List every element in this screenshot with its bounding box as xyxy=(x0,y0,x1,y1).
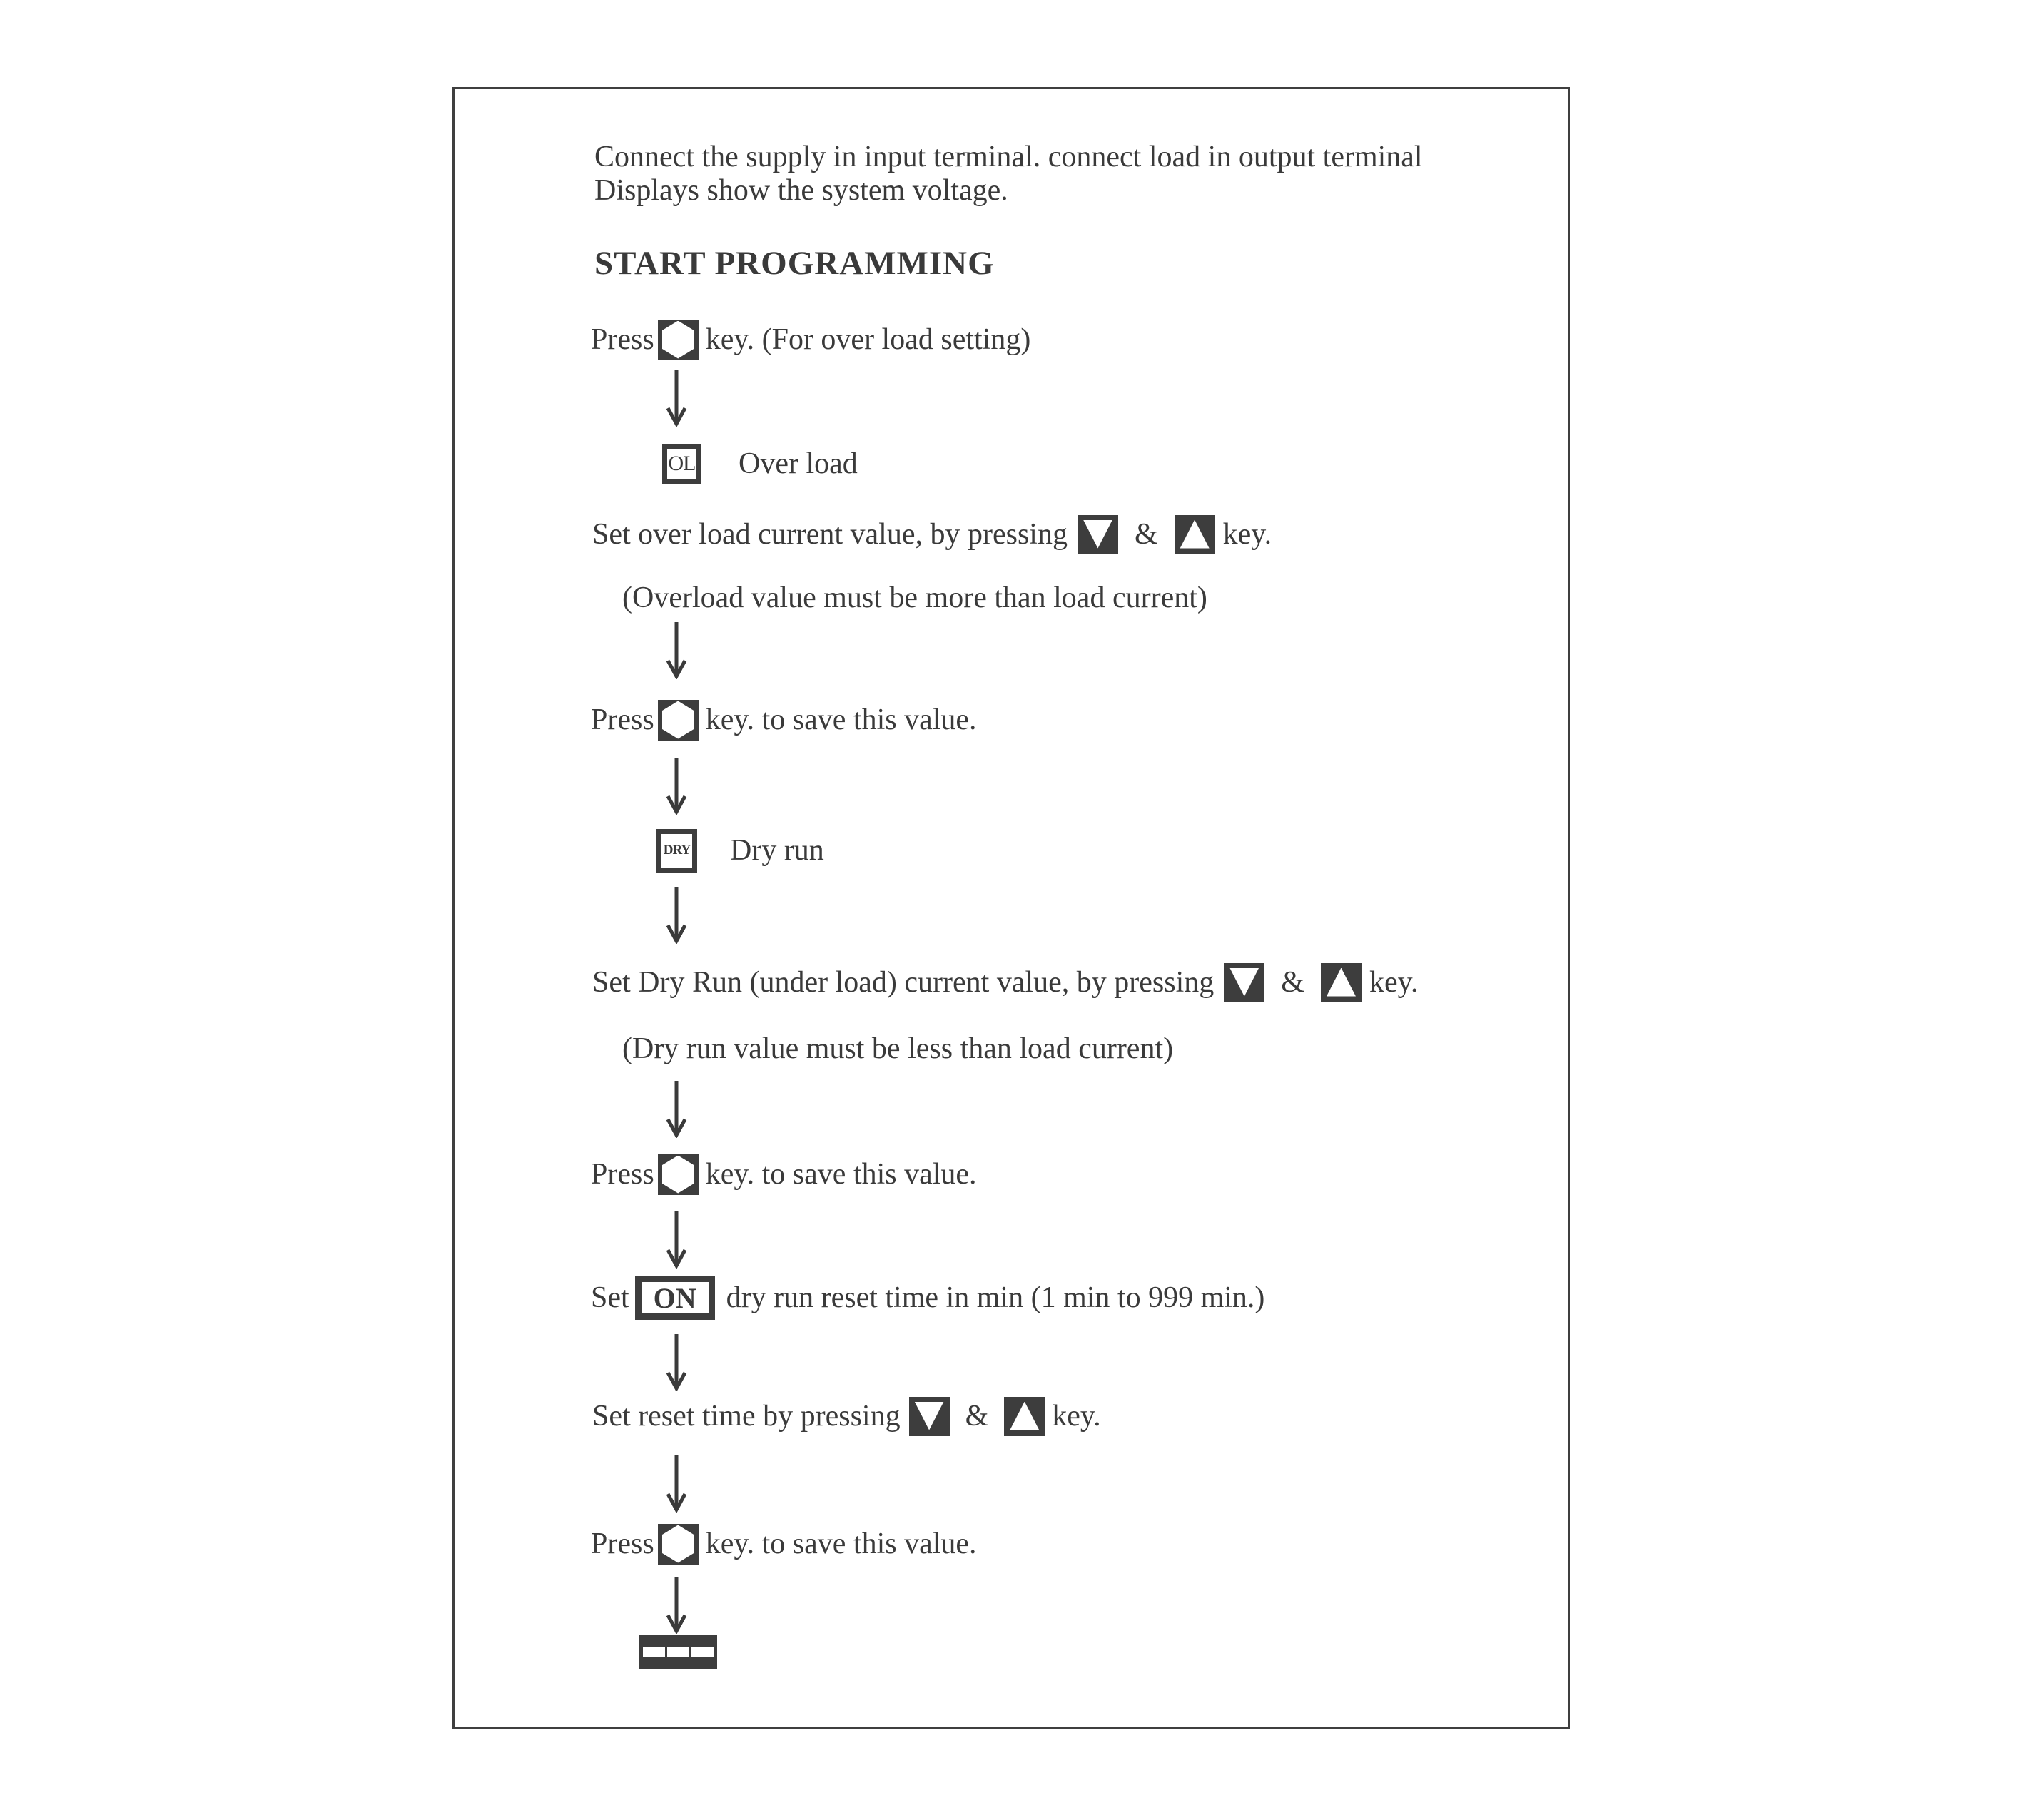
flow-arrow-icon xyxy=(666,1455,687,1513)
step-suffix: key. xyxy=(1369,966,1419,999)
step-prefix: Set over load current value, by pressing xyxy=(592,518,1068,551)
step-suffix: key. xyxy=(1052,1400,1101,1433)
flow-arrow-icon xyxy=(666,887,687,944)
press-set-key-overload-step xyxy=(591,311,1030,368)
up-arrow-key-icon xyxy=(1004,1397,1045,1436)
set-key-icon xyxy=(658,700,699,741)
step-prefix: Press xyxy=(591,323,654,356)
press-set-key-save-step xyxy=(591,691,977,748)
flow-arrow-icon xyxy=(666,758,687,815)
ampersand: & xyxy=(965,1400,989,1433)
step-suffix: key. (For over load setting) xyxy=(705,323,1031,356)
up-arrow-key-icon xyxy=(1175,515,1215,554)
step-prefix: Press xyxy=(591,1158,654,1191)
step-suffix: key. to save this value. xyxy=(705,1527,977,1560)
set-key-icon xyxy=(658,320,699,360)
ampersand: & xyxy=(1134,518,1158,551)
dryrun-indicator-row xyxy=(656,822,824,879)
flow-arrow-icon xyxy=(666,622,687,679)
step-suffix: dry run reset time in min (1 min to 999 min.) xyxy=(726,1281,1265,1314)
section-title: START PROGRAMMING xyxy=(594,245,995,282)
down-arrow-key-icon xyxy=(909,1397,950,1436)
set-key-icon xyxy=(658,1154,699,1195)
flow-arrow-icon xyxy=(666,1577,687,1634)
set-key-icon xyxy=(658,1524,699,1565)
overload-note: (Overload value must be more than load current) xyxy=(622,581,1207,614)
flow-arrow-icon xyxy=(666,1081,687,1138)
flow-arrow-icon xyxy=(666,1211,687,1269)
step-suffix: key. to save this value. xyxy=(705,1158,977,1191)
display-dashes-icon xyxy=(639,1635,717,1669)
dry-display-box: DRY xyxy=(656,829,697,873)
step-prefix: Set reset time by pressing xyxy=(592,1400,901,1433)
step-prefix: Press xyxy=(591,703,654,736)
intro-line-1: Connect the supply in input terminal. connect load in output terminal xyxy=(594,141,1423,173)
set-overload-value-step xyxy=(592,506,1272,563)
press-set-key-save-step xyxy=(591,1515,977,1572)
intro-line-2: Displays show the system voltage. xyxy=(594,174,1008,207)
on-display-box: ON xyxy=(635,1276,715,1320)
step-prefix: Press xyxy=(591,1527,654,1560)
set-reset-time-step xyxy=(592,1388,1101,1445)
down-arrow-key-icon xyxy=(1224,963,1264,1002)
indicator-label: Over load xyxy=(739,447,858,480)
indicator-label: Dry run xyxy=(730,834,824,867)
set-on-reset-time-step xyxy=(591,1269,1264,1326)
step-suffix: key. to save this value. xyxy=(705,703,977,736)
ol-display-box: OL xyxy=(662,444,701,484)
overload-indicator-row xyxy=(662,435,858,492)
dryrun-note: (Dry run value must be less than load current) xyxy=(622,1032,1174,1065)
step-prefix: Set xyxy=(591,1281,629,1314)
set-dryrun-value-step xyxy=(592,954,1418,1011)
intro-paragraph xyxy=(594,141,1423,208)
flow-arrow-icon xyxy=(666,1334,687,1391)
step-suffix: key. xyxy=(1222,518,1272,551)
step-prefix: Set Dry Run (under load) current value, by pressing xyxy=(592,966,1215,999)
up-arrow-key-icon xyxy=(1321,963,1362,1002)
flow-arrow-icon xyxy=(666,370,687,427)
ampersand: & xyxy=(1281,966,1304,999)
press-set-key-save-step xyxy=(591,1146,977,1203)
down-arrow-key-icon xyxy=(1078,515,1118,554)
